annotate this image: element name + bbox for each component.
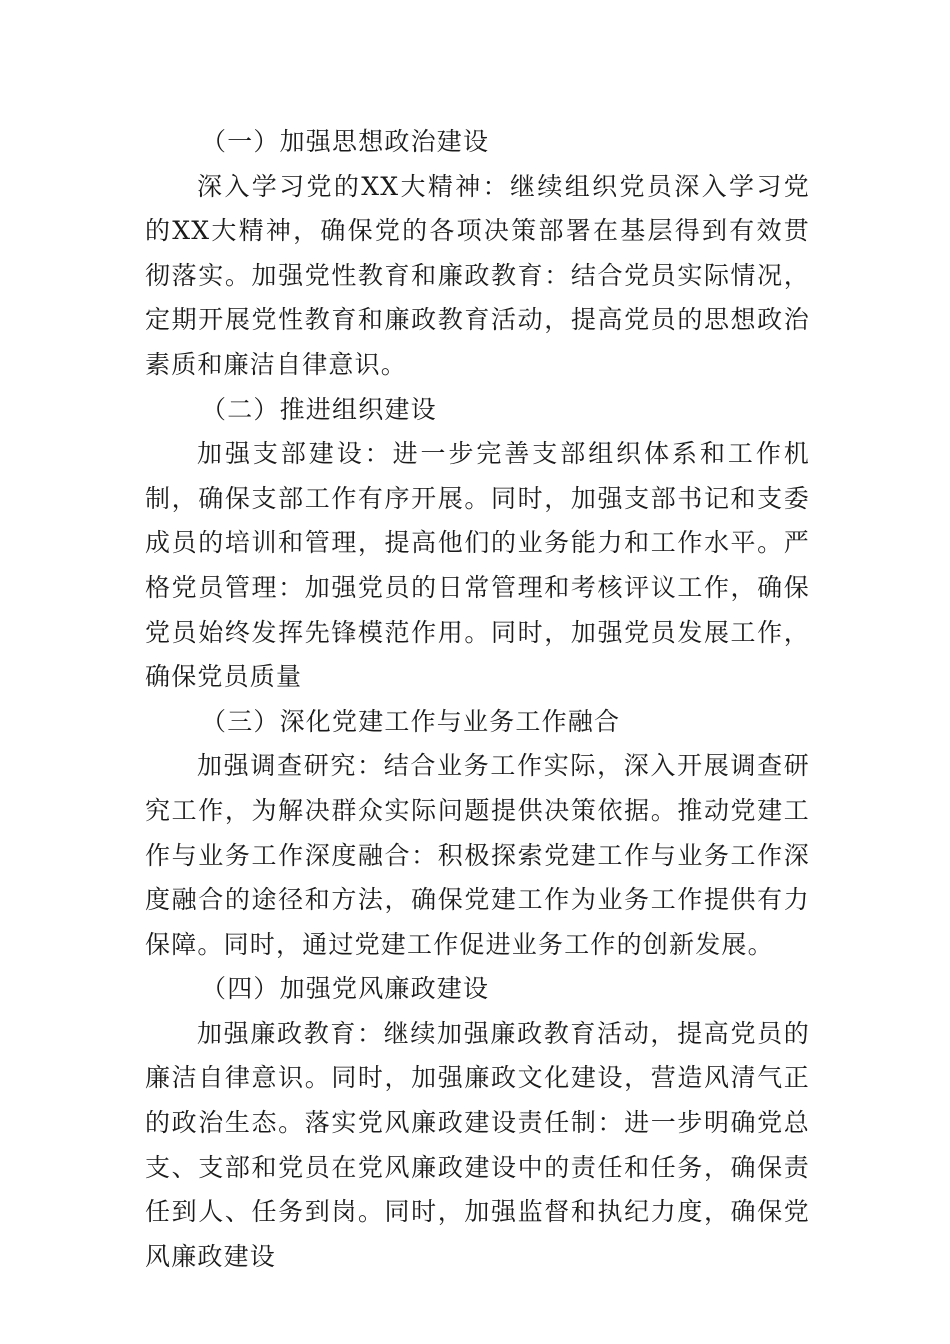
section-heading-3: （三）深化党建工作与业务工作融合 [201,706,621,736]
section-paragraph-3: 加强调查研究：结合业务工作实际，深入开展调查研究工作，为解决群众实际问题提供决策依据。推动党建工作与业务工作深度融合：积极探索党建工作与业务工作深度融合的途径和方法，确保党建工作为业务工作提供有力保障。同时，通过党建工作促进业务工作的创新发展。 [145,751,810,959]
section-heading-1: （一）加强思想政治建设 [201,127,490,156]
section-paragraph-1: 深入学习党的XX大精神：继续组织党员深入学习党的XX大精神，确保党的各项决策部署在基层得到有效贯彻落实。加强党性教育和廉政教育：结合党员实际情况，定期开展党性教育和廉政教育活动，提高党员的思想政治素质和廉洁自律意识。 [145,171,810,379]
section-heading-4: （四）加强党风廉政建设 [201,974,490,1004]
section-paragraph-2: 加强支部建设：进一步完善支部组织体系和工作机制，确保支部工作有序开展。同时，加强支部书记和支委成员的培训和管理，提高他们的业务能力和工作水平。严格党员管理：加强党员的日常管理和考核评议工作，确保党员始终发挥先锋模范作用。同时，加强党员发展工作，确保党员质量 [145,439,810,692]
section-paragraph-4: 加强廉政教育：继续加强廉政教育活动，提高党员的廉洁自律意识。同时，加强廉政文化建设，营造风清气正的政治生态。落实党风廉政建设责任制：进一步明确党总支、支部和党员在党风廉政建设中的责任和任务，确保责任到人、任务到岗。同时，加强监督和执纪力度，确保党风廉政建设 [145,1018,810,1271]
document-body [145,120,810,1279]
section-heading-2: （二）推进组织建设 [201,394,437,424]
